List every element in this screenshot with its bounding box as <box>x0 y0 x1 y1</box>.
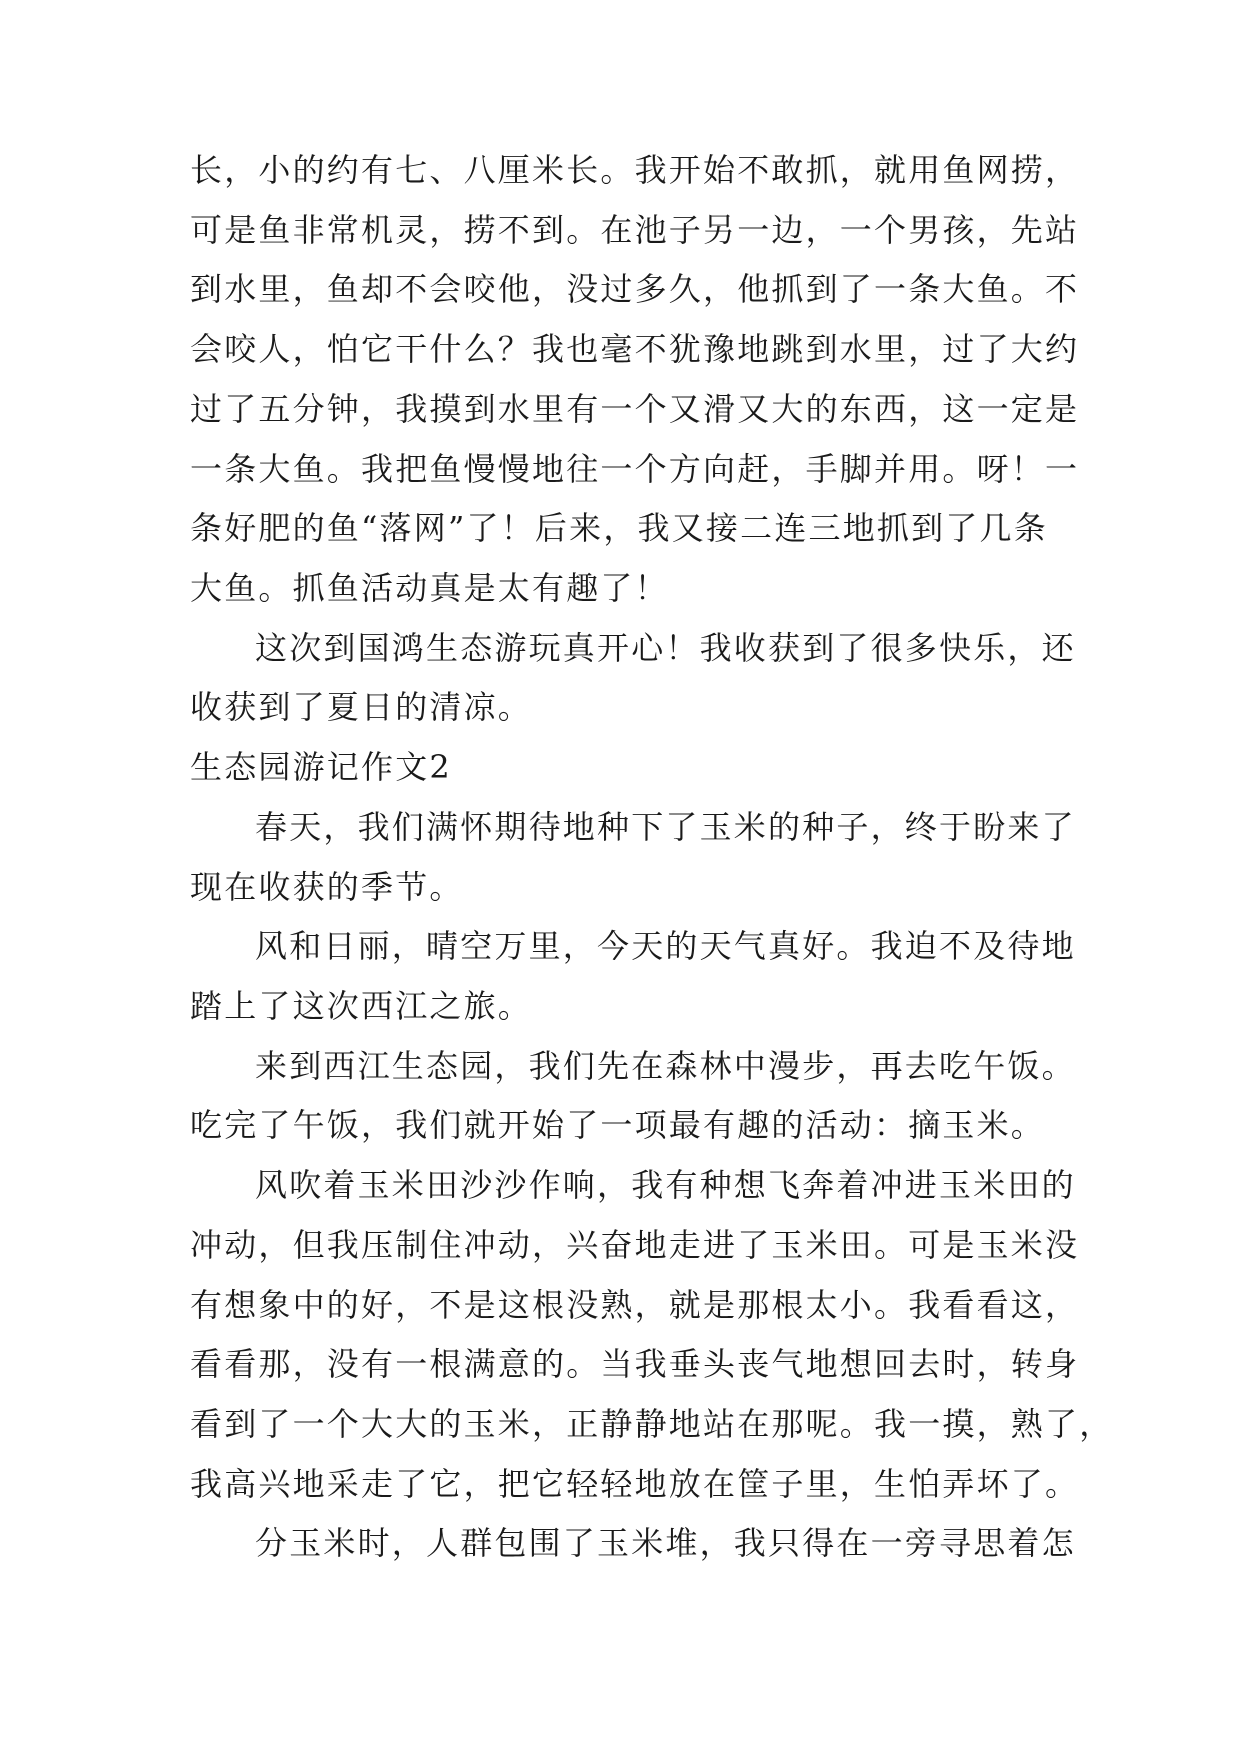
text-line: 会咬人，怕它干什么？我也毫不犹豫地跳到水里，过了大约 <box>190 330 1080 368</box>
section-heading: 生态园游记作文2 <box>190 748 452 786</box>
text-line: 有想象中的好，不是这根没熟，就是那根太小。我看看这， <box>190 1286 1080 1324</box>
text-line: 吃完了午饭，我们就开始了一项最有趣的活动：摘玉米。 <box>190 1106 1046 1144</box>
text-line: 看看那，没有一根满意的。当我垂头丧气地想回去时，转身 <box>190 1345 1080 1383</box>
paragraph-first-line: 风和日丽，晴空万里，今天的天气真好。我迫不及待地 <box>255 927 1076 965</box>
text-line: 踏上了这次西江之旅。 <box>190 987 533 1025</box>
paragraph-first-line: 分玉米时，人群包围了玉米堆，我只得在一旁寻思着怎 <box>255 1524 1076 1562</box>
text-line: 条好肥的鱼“落网”了！后来，我又接二连三地抓到了几条 <box>190 509 1048 547</box>
paragraph-first-line: 春天，我们满怀期待地种下了玉米的种子，终于盼来了 <box>255 808 1076 846</box>
paragraph-first-line: 来到西江生态园，我们先在森林中漫步，再去吃午饭。 <box>255 1047 1076 1085</box>
text-line: 到水里，鱼却不会咬他，没过多久，他抓到了一条大鱼。不 <box>190 270 1080 308</box>
text-line: 大鱼。抓鱼活动真是太有趣了！ <box>190 569 669 607</box>
text-line: 现在收获的季节。 <box>190 868 464 906</box>
text-line: 一条大鱼。我把鱼慢慢地往一个方向赶，手脚并用。呀！一 <box>190 450 1080 488</box>
paragraph-first-line: 这次到国鸿生态游玩真开心！我收获到了很多快乐，还 <box>255 629 1076 667</box>
paragraph-first-line: 风吹着玉米田沙沙作响，我有种想飞奔着冲进玉米田的 <box>255 1166 1076 1204</box>
text-line: 收获到了夏日的清凉。 <box>190 688 533 726</box>
text-line: 可是鱼非常机灵，捞不到。在池子另一边，一个男孩，先站 <box>190 211 1080 249</box>
text-line: 我高兴地采走了它，把它轻轻地放在筐子里，生怕弄坏了。 <box>190 1465 1080 1503</box>
text-line: 看到了一个大大的玉米，正静静地站在那呢。我一摸，熟了， <box>190 1405 1114 1443</box>
text-line: 过了五分钟，我摸到水里有一个又滑又大的东西，这一定是 <box>190 390 1080 428</box>
text-line: 长，小的约有七、八厘米长。我开始不敢抓，就用鱼网捞， <box>190 151 1080 189</box>
text-line: 冲动，但我压制住冲动，兴奋地走进了玉米田。可是玉米没 <box>190 1226 1080 1264</box>
